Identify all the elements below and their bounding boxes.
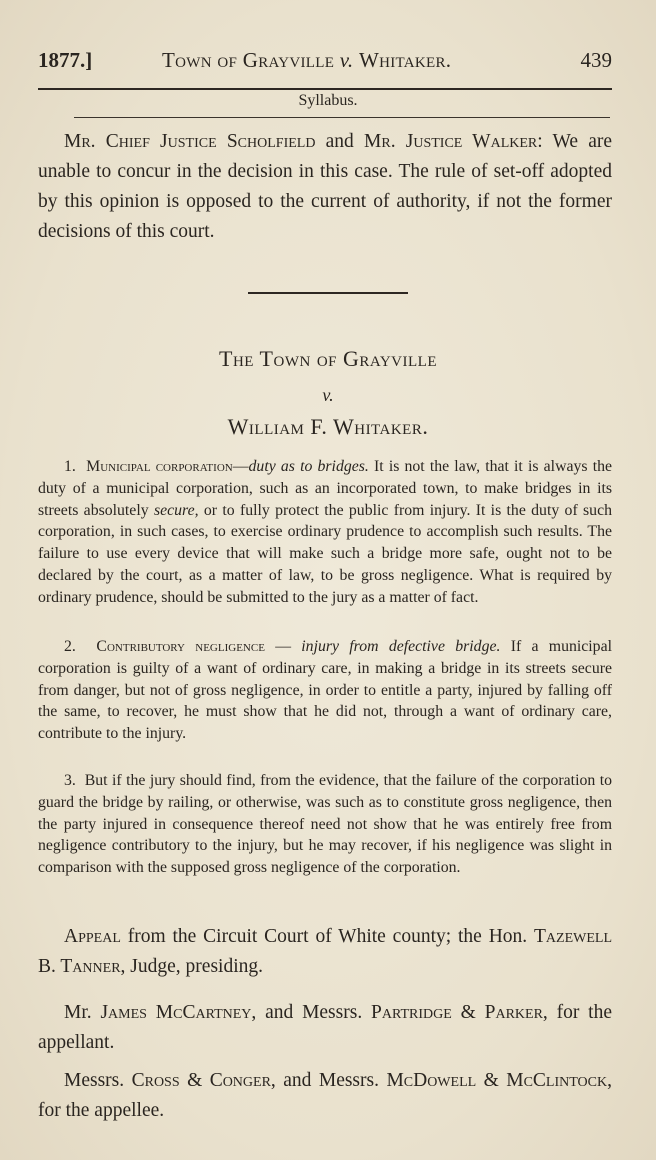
- appellant-counsel: Mr. James McCartney, and Messrs. Partridge & Parker, for the appellant.: [38, 1002, 612, 1053]
- divider-rule: [248, 292, 408, 294]
- appellee-counsel: Messrs. Cross & Conger, and Messrs. McDowell & McClintock, for the appellee.: [38, 1070, 612, 1121]
- header-rule: [38, 88, 612, 90]
- running-title: Town of Grayville v. Whitaker.: [162, 48, 452, 72]
- appeal-paragraph: Appeal from the Circuit Court of White county; the Hon. Tazewell B. Tanner, Judge, presiding.: [38, 926, 613, 977]
- section-label: Syllabus.: [298, 92, 358, 109]
- year: 1877.]: [38, 48, 93, 72]
- case-defendant: William F. Whitaker.: [227, 414, 429, 439]
- syllabus-item-2: 2. Contributory negligence — injury from defective bridge. If a municipal corporation is guilty of a want of ordinary care, in making a bridge in its streets secure from danger, but not of gross negligence, in order to entitle a party, injured by falling off the same, to recover, he must show that he did not, through a want of ordinary care, contribute to the injury.: [38, 638, 612, 743]
- running-head: [38, 48, 612, 78]
- syllabus-item-3: 3. But if the jury should find, from the evidence, that the failure of the corporation to guard the bridge by railing, or otherwise, was such as to constitute gross negligence, then the party injured in consequence thereof need not show that he was entirely free from negligence contributory to the injury, but he may recover, if his negligence was slight in comparison with the supposed gross negligence of the corporation.: [38, 772, 612, 877]
- case-plaintiff: The Town of Grayville: [219, 346, 437, 371]
- syllabus-item-1: 1. Municipal corporation—duty as to bridges. It is not the law, that it is always the duty of a municipal corporation, such as an incorporated town, to make bridges in its streets absolutely secure, or to fully protect the public from injury. It is the duty of such corporation, in such cases, to exercise ordinary prudence to accomplish such results. The failure to use every device that will make such a bridge more safe, ought not to be declared by the court, as a matter of law, to be gross negligence. What is required by ordinary prudence, should be submitted to the jury as a matter of fact.: [38, 458, 612, 606]
- case-versus: v.: [322, 385, 334, 405]
- dissent-paragraph: Mr. Chief Justice Scholfield and Mr. Justice Walker: We are unable to concur in the decision in this case. The rule of set-off adopted by this opinion is opposed to the current of authority, if not the former decisions of this court.: [38, 131, 613, 242]
- page-number: 439: [580, 48, 612, 72]
- section-rule: [74, 117, 610, 118]
